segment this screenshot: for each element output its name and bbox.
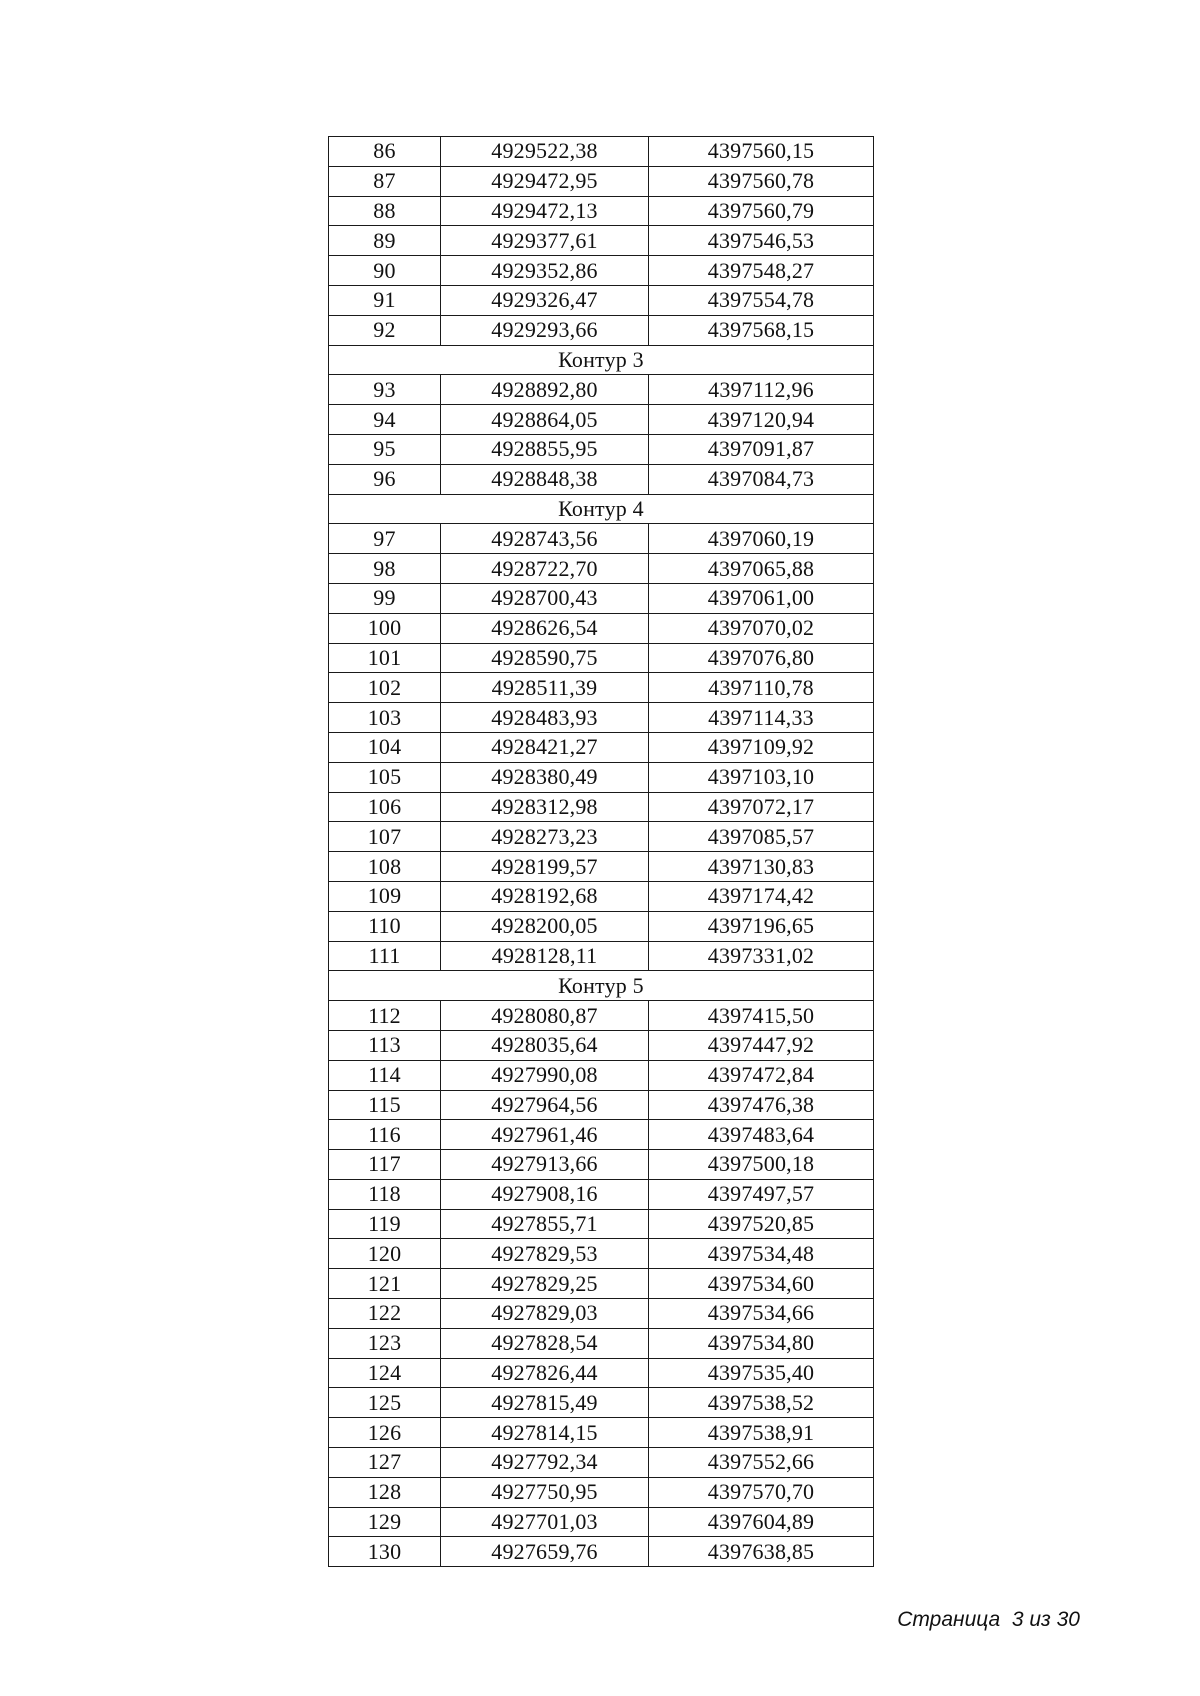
y-coordinate-cell: 4397196,65: [649, 911, 874, 941]
table-row: [329, 1239, 874, 1269]
table-row: [329, 1209, 874, 1239]
point-number-cell: 105: [329, 762, 441, 792]
x-coordinate-cell: 4928722,70: [441, 554, 649, 584]
x-coordinate-cell: 4928483,93: [441, 703, 649, 733]
x-coordinate-cell: 4928273,23: [441, 822, 649, 852]
point-number-cell: 122: [329, 1299, 441, 1329]
point-number-cell: 128: [329, 1477, 441, 1507]
point-number-cell: 95: [329, 434, 441, 464]
y-coordinate-cell: 4397114,33: [649, 703, 874, 733]
x-coordinate-cell: 4928892,80: [441, 375, 649, 405]
y-coordinate-cell: 4397534,60: [649, 1269, 874, 1299]
y-coordinate-cell: 4397447,92: [649, 1030, 874, 1060]
y-coordinate-cell: 4397085,57: [649, 822, 874, 852]
x-coordinate-cell: 4927826,44: [441, 1358, 649, 1388]
table-row: [329, 554, 874, 584]
contour-header-row: [329, 971, 874, 1001]
table-row: [329, 852, 874, 882]
point-number-cell: 126: [329, 1418, 441, 1448]
y-coordinate-cell: 4397483,64: [649, 1120, 874, 1150]
x-coordinate-cell: 4927701,03: [441, 1507, 649, 1537]
table-row: [329, 375, 874, 405]
table-row: [329, 464, 874, 494]
table-row: [329, 256, 874, 286]
point-number-cell: 120: [329, 1239, 441, 1269]
x-coordinate-cell: 4927908,16: [441, 1179, 649, 1209]
x-coordinate-cell: 4929377,61: [441, 226, 649, 256]
y-coordinate-cell: 4397112,96: [649, 375, 874, 405]
x-coordinate-cell: 4927990,08: [441, 1060, 649, 1090]
y-coordinate-cell: 4397109,92: [649, 732, 874, 762]
x-coordinate-cell: 4928590,75: [441, 643, 649, 673]
table-row: [329, 673, 874, 703]
table-row: [329, 1477, 874, 1507]
table-row: [329, 1358, 874, 1388]
contour-label: Контур 4: [329, 494, 874, 524]
y-coordinate-cell: 4397560,78: [649, 166, 874, 196]
point-number-cell: 93: [329, 375, 441, 405]
table-row: [329, 1418, 874, 1448]
y-coordinate-cell: 4397174,42: [649, 881, 874, 911]
y-coordinate-cell: 4397548,27: [649, 256, 874, 286]
point-number-cell: 123: [329, 1328, 441, 1358]
x-coordinate-cell: 4927855,71: [441, 1209, 649, 1239]
table-row: [329, 1507, 874, 1537]
y-coordinate-cell: 4397091,87: [649, 434, 874, 464]
point-number-cell: 121: [329, 1269, 441, 1299]
x-coordinate-cell: 4928700,43: [441, 583, 649, 613]
point-number-cell: 100: [329, 613, 441, 643]
x-coordinate-cell: 4927913,66: [441, 1150, 649, 1180]
x-coordinate-cell: 4927829,53: [441, 1239, 649, 1269]
table-row: [329, 941, 874, 971]
x-coordinate-cell: 4928848,38: [441, 464, 649, 494]
table-row: [329, 1001, 874, 1031]
coordinates-table-body: [329, 137, 874, 1567]
table-row: [329, 881, 874, 911]
y-coordinate-cell: 4397497,57: [649, 1179, 874, 1209]
table-row: [329, 792, 874, 822]
y-coordinate-cell: 4397534,48: [649, 1239, 874, 1269]
point-number-cell: 87: [329, 166, 441, 196]
y-coordinate-cell: 4397065,88: [649, 554, 874, 584]
y-coordinate-cell: 4397560,15: [649, 137, 874, 167]
point-number-cell: 107: [329, 822, 441, 852]
table-row: [329, 285, 874, 315]
table-row: [329, 1150, 874, 1180]
x-coordinate-cell: 4928421,27: [441, 732, 649, 762]
point-number-cell: 96: [329, 464, 441, 494]
x-coordinate-cell: 4928128,11: [441, 941, 649, 971]
y-coordinate-cell: 4397554,78: [649, 285, 874, 315]
y-coordinate-cell: 4397568,15: [649, 315, 874, 345]
contour-label: Контур 3: [329, 345, 874, 375]
point-number-cell: 90: [329, 256, 441, 286]
y-coordinate-cell: 4397535,40: [649, 1358, 874, 1388]
y-coordinate-cell: 4397103,10: [649, 762, 874, 792]
x-coordinate-cell: 4929522,38: [441, 137, 649, 167]
y-coordinate-cell: 4397604,89: [649, 1507, 874, 1537]
table-row: [329, 1090, 874, 1120]
point-number-cell: 129: [329, 1507, 441, 1537]
y-coordinate-cell: 4397076,80: [649, 643, 874, 673]
table-row: [329, 1120, 874, 1150]
x-coordinate-cell: 4928080,87: [441, 1001, 649, 1031]
x-coordinate-cell: 4927814,15: [441, 1418, 649, 1448]
x-coordinate-cell: 4927829,25: [441, 1269, 649, 1299]
point-number-cell: 104: [329, 732, 441, 762]
table-row: [329, 613, 874, 643]
x-coordinate-cell: 4928743,56: [441, 524, 649, 554]
point-number-cell: 118: [329, 1179, 441, 1209]
y-coordinate-cell: 4397560,79: [649, 196, 874, 226]
y-coordinate-cell: 4397534,80: [649, 1328, 874, 1358]
x-coordinate-cell: 4929472,95: [441, 166, 649, 196]
x-coordinate-cell: 4928312,98: [441, 792, 649, 822]
point-number-cell: 103: [329, 703, 441, 733]
table-row: [329, 1328, 874, 1358]
x-coordinate-cell: 4928380,49: [441, 762, 649, 792]
y-coordinate-cell: 4397500,18: [649, 1150, 874, 1180]
y-coordinate-cell: 4397061,00: [649, 583, 874, 613]
x-coordinate-cell: 4928855,95: [441, 434, 649, 464]
y-coordinate-cell: 4397084,73: [649, 464, 874, 494]
x-coordinate-cell: 4928511,39: [441, 673, 649, 703]
x-coordinate-cell: 4927815,49: [441, 1388, 649, 1418]
point-number-cell: 92: [329, 315, 441, 345]
table-row: [329, 196, 874, 226]
table-row: [329, 1269, 874, 1299]
point-number-cell: 109: [329, 881, 441, 911]
y-coordinate-cell: 4397538,91: [649, 1418, 874, 1448]
y-coordinate-cell: 4397570,70: [649, 1477, 874, 1507]
y-coordinate-cell: 4397638,85: [649, 1537, 874, 1567]
x-coordinate-cell: 4929293,66: [441, 315, 649, 345]
page-number: Страница 3 из 30: [897, 1608, 1080, 1631]
point-number-cell: 98: [329, 554, 441, 584]
table-row: [329, 732, 874, 762]
y-coordinate-cell: 4397546,53: [649, 226, 874, 256]
x-coordinate-cell: 4929326,47: [441, 285, 649, 315]
point-number-cell: 111: [329, 941, 441, 971]
y-coordinate-cell: 4397472,84: [649, 1060, 874, 1090]
x-coordinate-cell: 4927792,34: [441, 1448, 649, 1478]
point-number-cell: 119: [329, 1209, 441, 1239]
y-coordinate-cell: 4397060,19: [649, 524, 874, 554]
point-number-cell: 94: [329, 405, 441, 435]
x-coordinate-cell: 4927828,54: [441, 1328, 649, 1358]
point-number-cell: 114: [329, 1060, 441, 1090]
point-number-cell: 130: [329, 1537, 441, 1567]
x-coordinate-cell: 4927964,56: [441, 1090, 649, 1120]
point-number-cell: 89: [329, 226, 441, 256]
table-row: [329, 762, 874, 792]
table-row: [329, 1299, 874, 1329]
point-number-cell: 106: [329, 792, 441, 822]
table-row: [329, 822, 874, 852]
y-coordinate-cell: 4397538,52: [649, 1388, 874, 1418]
point-number-cell: 112: [329, 1001, 441, 1031]
x-coordinate-cell: 4928200,05: [441, 911, 649, 941]
point-number-cell: 97: [329, 524, 441, 554]
contour-header-row: [329, 494, 874, 524]
point-number-cell: 108: [329, 852, 441, 882]
contour-header-row: [329, 345, 874, 375]
x-coordinate-cell: 4927829,03: [441, 1299, 649, 1329]
table-row: [329, 405, 874, 435]
table-row: [329, 583, 874, 613]
y-coordinate-cell: 4397552,66: [649, 1448, 874, 1478]
table-row: [329, 434, 874, 464]
point-number-cell: 117: [329, 1150, 441, 1180]
table-row: [329, 1179, 874, 1209]
point-number-cell: 101: [329, 643, 441, 673]
point-number-cell: 110: [329, 911, 441, 941]
table-row: [329, 524, 874, 554]
x-coordinate-cell: 4928626,54: [441, 613, 649, 643]
point-number-cell: 115: [329, 1090, 441, 1120]
table-row: [329, 1388, 874, 1418]
coordinates-table: [328, 136, 874, 1567]
point-number-cell: 86: [329, 137, 441, 167]
x-coordinate-cell: 4928199,57: [441, 852, 649, 882]
x-coordinate-cell: 4927961,46: [441, 1120, 649, 1150]
table-row: [329, 703, 874, 733]
table-row: [329, 1060, 874, 1090]
y-coordinate-cell: 4397110,78: [649, 673, 874, 703]
x-coordinate-cell: 4929352,86: [441, 256, 649, 286]
x-coordinate-cell: 4928864,05: [441, 405, 649, 435]
table-row: [329, 643, 874, 673]
x-coordinate-cell: 4927659,76: [441, 1537, 649, 1567]
x-coordinate-cell: 4928035,64: [441, 1030, 649, 1060]
contour-label: Контур 5: [329, 971, 874, 1001]
point-number-cell: 116: [329, 1120, 441, 1150]
y-coordinate-cell: 4397534,66: [649, 1299, 874, 1329]
y-coordinate-cell: 4397070,02: [649, 613, 874, 643]
y-coordinate-cell: 4397072,17: [649, 792, 874, 822]
x-coordinate-cell: 4927750,95: [441, 1477, 649, 1507]
table-row: [329, 137, 874, 167]
table-row: [329, 1030, 874, 1060]
point-number-cell: 127: [329, 1448, 441, 1478]
point-number-cell: 102: [329, 673, 441, 703]
point-number-cell: 99: [329, 583, 441, 613]
y-coordinate-cell: 4397331,02: [649, 941, 874, 971]
point-number-cell: 91: [329, 285, 441, 315]
y-coordinate-cell: 4397520,85: [649, 1209, 874, 1239]
y-coordinate-cell: 4397415,50: [649, 1001, 874, 1031]
table-row: [329, 226, 874, 256]
table-row: [329, 911, 874, 941]
point-number-cell: 113: [329, 1030, 441, 1060]
table-row: [329, 1448, 874, 1478]
y-coordinate-cell: 4397476,38: [649, 1090, 874, 1120]
table-row: [329, 1537, 874, 1567]
y-coordinate-cell: 4397130,83: [649, 852, 874, 882]
x-coordinate-cell: 4929472,13: [441, 196, 649, 226]
x-coordinate-cell: 4928192,68: [441, 881, 649, 911]
table-row: [329, 315, 874, 345]
table-row: [329, 166, 874, 196]
point-number-cell: 125: [329, 1388, 441, 1418]
point-number-cell: 124: [329, 1358, 441, 1388]
point-number-cell: 88: [329, 196, 441, 226]
y-coordinate-cell: 4397120,94: [649, 405, 874, 435]
